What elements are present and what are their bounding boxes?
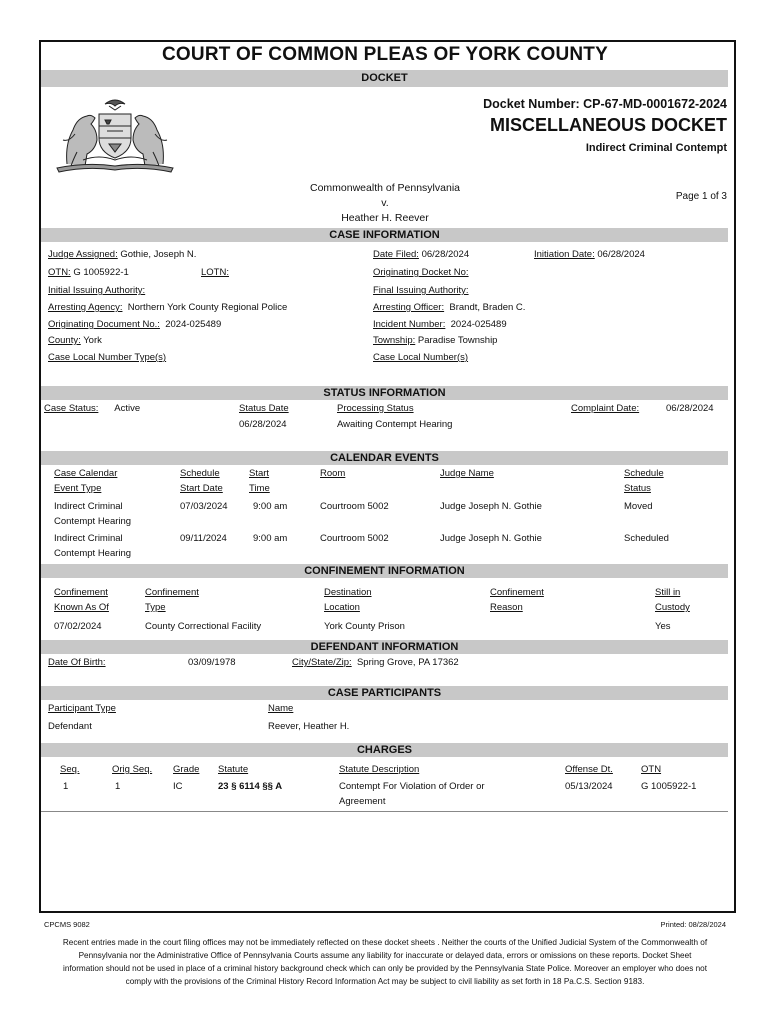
final-issuing-authority-label: Final Issuing Authority:	[373, 285, 469, 296]
date-of-birth-label: Date Of Birth:	[48, 657, 106, 668]
arresting-agency-row	[48, 302, 287, 313]
calendar-judge: Judge Joseph N. Gothie	[440, 501, 542, 512]
confinement-destination: York County Prison	[324, 621, 405, 632]
pennsylvania-coat-of-arms-seal	[47, 94, 183, 174]
calendar-start-time: 9:00 am	[253, 501, 288, 512]
initial-issuing-authority-label: Initial Issuing Authority:	[48, 285, 146, 296]
confinement-header-destination-l1: Destination	[324, 587, 372, 598]
calendar-event-type-l1: Indirect Criminal	[54, 533, 123, 544]
charge-orig-seq: 1	[115, 781, 121, 792]
incident-number-label: Incident Number:	[373, 319, 446, 330]
docket-type: MISCELLANEOUS DOCKET	[489, 115, 727, 135]
county-row	[48, 335, 102, 346]
calendar-event-type-l2: Contempt Hearing	[54, 548, 132, 559]
arresting-officer-row	[373, 302, 525, 313]
date-filed-value: 06/28/2024	[421, 249, 470, 260]
defendant-information-bar: DEFENDANT INFORMATION	[41, 640, 728, 654]
form-id: CPCMS 9082	[44, 920, 90, 929]
confinement-header-known-l1: Confinement	[54, 587, 108, 598]
county-label: County:	[48, 335, 81, 346]
calendar-header-schedule-l2: Start Date	[180, 483, 223, 494]
calendar-header-status-l2: Status	[624, 483, 651, 494]
otn-label: OTN:	[48, 267, 71, 278]
case-participants-bar: CASE PARTICIPANTS	[41, 686, 728, 700]
city-state-zip-label: City/State/Zip:	[292, 657, 352, 668]
calendar-header-start-l1: Start	[249, 468, 270, 479]
date-of-birth-value: 03/09/1978	[188, 657, 236, 668]
arresting-officer-value: Brandt, Braden C.	[449, 302, 526, 313]
participant-type-value: Defendant	[48, 721, 92, 732]
complaint-date-value: 06/28/2024	[666, 403, 714, 414]
calendar-status: Moved	[624, 501, 653, 512]
confinement-header-custody-l1: Still in	[655, 587, 681, 598]
charges-header-grade: Grade	[173, 764, 200, 775]
page-info: Page 1 of 3	[675, 191, 727, 202]
calendar-header-status-l1: Schedule	[624, 468, 664, 479]
judge-assigned-value: Gothie, Joseph N.	[120, 249, 197, 260]
docket-subtype: Indirect Criminal Contempt	[585, 142, 727, 154]
calendar-header-event-l2: Event Type	[54, 483, 102, 494]
charges-header-statute: Statute	[218, 764, 249, 775]
initiation-date-row	[534, 249, 645, 260]
calendar-header-schedule-l1: Schedule	[180, 468, 220, 479]
case-local-number-type-label: Case Local Number Type(s)	[48, 352, 167, 363]
complaint-date-label: Complaint Date:	[571, 403, 640, 414]
calendar-events-bar: CALENDAR EVENTS	[41, 451, 728, 465]
originating-document-value: 2024-025489	[165, 319, 222, 330]
case-status-label: Case Status:	[44, 403, 99, 414]
calendar-header-room: Room	[320, 468, 346, 479]
calendar-start-date: 07/03/2024	[180, 501, 228, 512]
arresting-agency-value: Northern York County Regional Police	[127, 302, 288, 313]
confinement-type: County Correctional Facility	[145, 621, 262, 632]
initiation-date-value: 06/28/2024	[597, 249, 645, 260]
charge-description-l1: Contempt For Violation of Order or	[339, 781, 485, 792]
charges-header-orig-seq: Orig Seq.	[112, 764, 153, 775]
judge-assigned-label: Judge Assigned:	[48, 249, 118, 260]
calendar-status: Scheduled	[624, 533, 669, 544]
charge-statute: 23 § 6114 §§ A	[218, 781, 283, 792]
docket-bar: DOCKET	[41, 70, 728, 87]
calendar-header-judge: Judge Name	[440, 468, 494, 479]
city-state-zip-value: Spring Grove, PA 17362	[356, 657, 459, 668]
incident-number-value: 2024-025489	[450, 319, 507, 330]
participant-type-header: Participant Type	[48, 703, 116, 714]
township-label: Township:	[373, 335, 416, 346]
otn-row	[48, 267, 129, 278]
participant-name-header: Name	[268, 703, 294, 714]
charges-bar: CHARGES	[41, 743, 728, 757]
confinement-header-reason-l2: Reason	[490, 602, 523, 613]
lotn-label: LOTN:	[201, 267, 229, 278]
charges-header-otn: OTN	[641, 764, 662, 775]
calendar-room: Courtroom 5002	[320, 501, 389, 512]
printed-date: Printed: 08/28/2024	[660, 920, 726, 929]
status-information-bar: STATUS INFORMATION	[41, 386, 728, 400]
calendar-header-start-l2: Time	[249, 483, 270, 494]
township-row	[373, 335, 497, 346]
case-status-value: Active	[114, 403, 141, 414]
status-date-label: Status Date	[239, 403, 289, 414]
charges-divider	[41, 811, 728, 812]
charge-grade: IC	[173, 781, 183, 792]
court-title: COURT OF COMMON PLEAS OF YORK COUNTY	[162, 44, 608, 65]
charge-description-l2: Agreement	[339, 796, 386, 807]
date-filed-row	[373, 249, 469, 260]
case-local-number-label: Case Local Number(s)	[373, 352, 469, 363]
confinement-header-destination-l2: Location	[324, 602, 360, 613]
date-filed-label: Date Filed:	[373, 249, 419, 260]
township-value: Paradise Township	[417, 335, 498, 346]
calendar-start-time: 9:00 am	[253, 533, 288, 544]
charge-offense-date: 05/13/2024	[565, 781, 613, 792]
confinement-header-custody-l2: Custody	[655, 602, 690, 613]
confinement-header-type-l2: Type	[145, 602, 166, 613]
charges-header-description: Statute Description	[339, 764, 420, 775]
arresting-agency-label: Arresting Agency:	[48, 302, 123, 313]
confinement-information-bar: CONFINEMENT INFORMATION	[41, 564, 728, 578]
case-information-bar: CASE INFORMATION	[41, 228, 728, 242]
charge-seq: 1	[63, 781, 69, 792]
calendar-start-date: 09/11/2024	[180, 533, 227, 544]
disclaimer-text: Recent entries made in the court filing offices may not be immediately reflected on these docket sheets . Neither the courts of the Unified Judicial System of the Commonwealth of Pennsylvania nor the Administrative Office of Pennsylvania Courts assume any liability for inaccurate or delayed data, errors or omissions on these reports. Docket Sheet information should not be used in place of a criminal history background check which can only be provided by the Pennsylvania State Police. Moreover an employer who does not comply with the provisions of the Criminal History Record Information Act may be subject to civil liability as set forth in 18 Pa.C.S. Section 9183.	[62, 938, 708, 986]
case-status-row	[44, 403, 140, 414]
processing-status-value: Awaiting Contempt Hearing	[337, 419, 453, 430]
calendar-judge: Judge Joseph N. Gothie	[440, 533, 542, 544]
status-date-value: 06/28/2024	[239, 419, 287, 430]
city-state-zip-row	[292, 657, 459, 668]
charges-header-offense-date: Offense Dt.	[565, 764, 613, 775]
calendar-event-type-l1: Indirect Criminal	[54, 501, 123, 512]
calendar-event-type-l2: Contempt Hearing	[54, 516, 132, 527]
calendar-room: Courtroom 5002	[320, 533, 389, 544]
originating-document-label: Originating Document No.:	[48, 319, 160, 330]
docket-number: Docket Number: CP-67-MD-0001672-2024	[483, 97, 727, 111]
judge-assigned-row	[48, 249, 196, 260]
participant-name-value: Reever, Heather H.	[268, 721, 350, 732]
confinement-header-type-l1: Confinement	[145, 587, 199, 598]
county-value: York	[83, 335, 102, 346]
caption-defendant: Heather H. Reever	[341, 212, 429, 224]
incident-number-row	[373, 319, 507, 330]
initiation-date-label: Initiation Date:	[534, 249, 595, 260]
otn-value: G 1005922-1	[73, 267, 129, 278]
originating-docket-label: Originating Docket No:	[373, 267, 469, 278]
calendar-header-event-l1: Case Calendar	[54, 468, 118, 479]
caption-plaintiff: Commonwealth of Pennsylvania	[310, 182, 460, 194]
caption-versus: v.	[381, 197, 389, 209]
confinement-header-reason-l1: Confinement	[490, 587, 544, 598]
confinement-header-known-l2: Known As Of	[54, 602, 109, 613]
arresting-officer-label: Arresting Officer:	[373, 302, 445, 313]
confinement-still-in-custody: Yes	[655, 621, 671, 632]
charges-header-seq: Seq.	[60, 764, 80, 775]
processing-status-label: Processing Status	[337, 403, 414, 414]
originating-document-row	[48, 319, 221, 330]
charge-otn: G 1005922-1	[641, 781, 697, 792]
confinement-known-as-of: 07/02/2024	[54, 621, 102, 632]
